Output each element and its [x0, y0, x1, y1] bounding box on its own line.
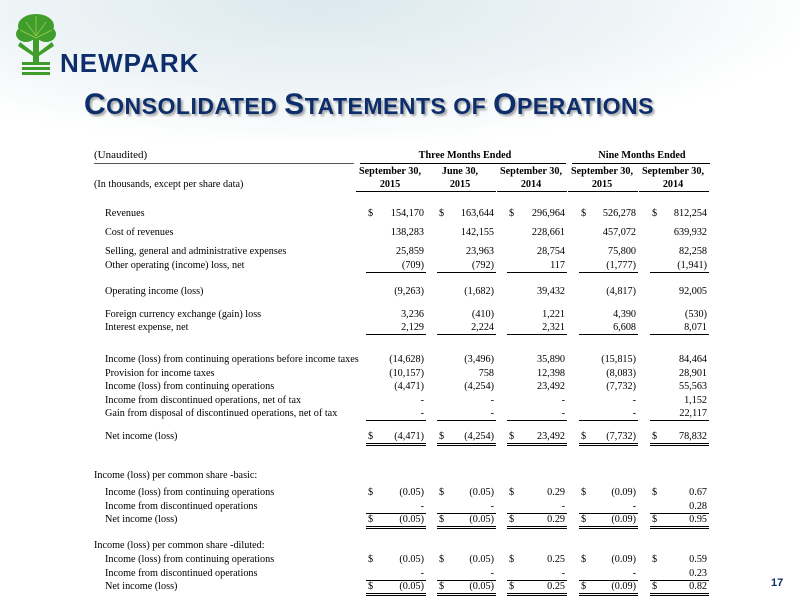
cell-value: 142,155 [460, 227, 494, 238]
total-rule [366, 443, 426, 444]
cell-value: 0.59 [689, 554, 707, 565]
row-label: Provision for income taxes [105, 368, 215, 379]
cell-value: (10,157) [389, 368, 424, 379]
dollar-sign: $ [509, 581, 515, 592]
subtotal-rule [507, 334, 567, 335]
row-label: Net income (loss) [105, 514, 178, 525]
total-rule [507, 443, 567, 444]
total-rule [507, 595, 567, 596]
cell-value: 0.95 [689, 514, 707, 525]
page-number: 17 [771, 577, 784, 589]
total-rule [507, 445, 567, 446]
subtotal-rule [579, 420, 638, 421]
total-rule [366, 595, 426, 596]
cell-value: (709) [401, 260, 424, 271]
cell-value: 0.67 [689, 487, 707, 498]
cell-value: (4,254) [464, 431, 494, 442]
cell-value: - [420, 408, 424, 419]
cell-value: 1,221 [542, 309, 565, 320]
unaudited-label: (Unaudited) [94, 149, 148, 161]
cell-value: 296,964 [531, 208, 565, 219]
cell-value: (0.05) [399, 554, 424, 565]
total-rule [437, 526, 496, 527]
row-label: Income (loss) per common share -diluted: [94, 540, 265, 551]
cell-value: - [420, 568, 424, 579]
dollar-sign: $ [439, 514, 445, 525]
cell-value: - [632, 568, 636, 579]
dollar-sign: $ [652, 208, 658, 219]
total-rule [650, 528, 709, 529]
subtotal-rule [366, 272, 426, 273]
column-year: 2015 [379, 179, 401, 190]
cell-value: 639,932 [673, 227, 707, 238]
subtotal-rule [366, 334, 426, 335]
cell-value: - [561, 395, 565, 406]
cell-value: (1,682) [464, 286, 494, 297]
total-rule [507, 526, 567, 527]
cell-value: (0.05) [399, 514, 424, 525]
subtotal-rule [650, 420, 709, 421]
dollar-sign: $ [581, 514, 587, 525]
subtotal-rule [437, 420, 496, 421]
title-initial: O [493, 88, 517, 121]
dollar-sign: $ [652, 554, 658, 565]
cell-value: 0.25 [547, 581, 565, 592]
row-label: Revenues [105, 208, 145, 219]
cell-value: (0.05) [399, 581, 424, 592]
cell-value: 0.23 [689, 568, 707, 579]
cell-value: (0.05) [469, 554, 494, 565]
row-label: Selling, general and administrative expenses [105, 246, 287, 257]
title-part: TATEMENTS OF [304, 93, 494, 119]
cell-value: (4,817) [606, 286, 636, 297]
cell-value: 23,492 [536, 381, 565, 392]
cell-value: 163,644 [460, 208, 494, 219]
row-label: Income (loss) per common share -basic: [94, 470, 258, 481]
cell-value: - [561, 568, 565, 579]
dollar-sign: $ [368, 581, 374, 592]
total-rule [650, 593, 709, 594]
cell-value: 758 [478, 368, 494, 379]
title-part: PERATIONS [516, 93, 654, 119]
dollar-sign: $ [439, 487, 445, 498]
dollar-sign: $ [439, 554, 445, 565]
column-year: 2015 [449, 179, 471, 190]
cell-value: - [490, 395, 494, 406]
row-label: Income from discontinued operations [105, 568, 258, 579]
title-part: ONSOLIDATED [106, 93, 285, 119]
cell-value: 28,901 [678, 368, 707, 379]
row-label: Net income (loss) [105, 581, 178, 592]
total-rule [437, 595, 496, 596]
subtotal-rule [579, 334, 638, 335]
cell-value: 0.29 [547, 487, 565, 498]
cell-value: 23,492 [536, 431, 565, 442]
cell-value: (4,471) [394, 381, 424, 392]
cell-value: 0.28 [689, 501, 707, 512]
cell-value: (0.09) [611, 514, 636, 525]
cell-value: (530) [684, 309, 707, 320]
nine-months-header: Nine Months Ended [598, 150, 686, 161]
total-rule [579, 526, 638, 527]
dollar-sign: $ [652, 487, 658, 498]
dollar-sign: $ [652, 431, 658, 442]
cell-value: (7,732) [606, 431, 636, 442]
cell-value: 0.25 [547, 554, 565, 565]
title-initial: C [84, 88, 107, 121]
units-note: (In thousands, except per share data) [94, 179, 244, 190]
dollar-sign: $ [368, 554, 374, 565]
subtotal-rule [650, 334, 709, 335]
total-rule [366, 445, 426, 446]
cell-value: 457,072 [602, 227, 636, 238]
column-header-rule [426, 191, 496, 192]
header-rule [94, 163, 354, 164]
dollar-sign: $ [581, 487, 587, 498]
cell-value: 28,754 [536, 246, 565, 257]
column-header-rule [497, 191, 567, 192]
cell-value: (4,254) [464, 381, 494, 392]
cell-value: 2,224 [471, 322, 494, 333]
cell-value: 82,258 [678, 246, 707, 257]
cell-value: 228,661 [531, 227, 565, 238]
cell-value: (1,777) [606, 260, 636, 271]
cell-value: 75,800 [607, 246, 636, 257]
cell-value: (0.05) [399, 487, 424, 498]
subtotal-rule [579, 272, 638, 273]
total-rule [650, 443, 709, 444]
total-rule [579, 443, 638, 444]
dollar-sign: $ [652, 514, 658, 525]
row-label: Income from discontinued operations [105, 501, 258, 512]
column-year: 2014 [520, 179, 542, 190]
cell-value: (14,628) [389, 354, 424, 365]
dollar-sign: $ [509, 514, 515, 525]
header-rule [572, 163, 710, 164]
cell-value: - [420, 501, 424, 512]
cell-value: 117 [550, 260, 565, 271]
cell-value: 8,071 [684, 322, 707, 333]
cell-value: (3,496) [464, 354, 494, 365]
total-rule [579, 595, 638, 596]
title-initial: S [284, 88, 305, 121]
company-name: NEWPARK [60, 48, 200, 78]
dollar-sign: $ [581, 554, 587, 565]
row-label: Cost of revenues [105, 227, 174, 238]
subtotal-rule [507, 272, 567, 273]
total-rule [366, 593, 426, 594]
row-label: Income (loss) from continuing operations before income taxes [105, 354, 359, 365]
cell-value: 0.82 [689, 581, 707, 592]
cell-value: 138,283 [390, 227, 424, 238]
column-header-rule [568, 191, 638, 192]
total-rule [507, 528, 567, 529]
cell-value: 84,464 [678, 354, 707, 365]
column-date: June 30, [441, 166, 479, 177]
cell-value: - [490, 408, 494, 419]
row-label: Income from discontinued operations, net of tax [105, 395, 302, 406]
cell-value: (1,941) [677, 260, 707, 271]
dollar-sign: $ [368, 514, 374, 525]
total-rule [579, 528, 638, 529]
dollar-sign: $ [368, 487, 374, 498]
total-rule [437, 528, 496, 529]
column-year: 2015 [591, 179, 613, 190]
cell-value: (792) [471, 260, 494, 271]
column-date: September 30, [358, 166, 422, 177]
total-rule [437, 445, 496, 446]
cell-value: 1,152 [684, 395, 707, 406]
cell-value: 23,963 [465, 246, 494, 257]
cell-value: 154,170 [390, 208, 424, 219]
cell-value: 2,129 [401, 322, 424, 333]
cell-value: (410) [471, 309, 494, 320]
total-rule [579, 593, 638, 594]
row-label: Income (loss) from continuing operations [105, 554, 275, 565]
cell-value: (0.09) [611, 487, 636, 498]
total-rule [437, 593, 496, 594]
cell-value: 39,432 [536, 286, 565, 297]
row-label: Interest expense, net [105, 322, 189, 333]
row-label: Net income (loss) [105, 431, 178, 442]
cell-value: 78,832 [678, 431, 707, 442]
cell-value: 12,398 [536, 368, 565, 379]
subtotal-rule [507, 420, 567, 421]
cell-value: - [420, 395, 424, 406]
cell-value: (0.05) [469, 514, 494, 525]
cell-value: (0.09) [611, 581, 636, 592]
cell-value: 0.29 [547, 514, 565, 525]
cell-value: 6,608 [613, 322, 636, 333]
cell-value: (0.05) [469, 581, 494, 592]
cell-value: 2,321 [542, 322, 565, 333]
column-header-rule [639, 191, 709, 192]
header-rule [360, 163, 566, 164]
cell-value: 22,117 [679, 408, 707, 419]
total-rule [579, 445, 638, 446]
total-rule [366, 528, 426, 529]
subtotal-rule [437, 272, 496, 273]
cell-value: (0.05) [469, 487, 494, 498]
cell-value: - [490, 501, 494, 512]
total-rule [437, 443, 496, 444]
subtotal-rule [366, 420, 426, 421]
cell-value: - [561, 408, 565, 419]
total-rule [507, 593, 567, 594]
row-label: Gain from disposal of discontinued operations, net of tax [105, 408, 338, 419]
cell-value: - [490, 568, 494, 579]
dollar-sign: $ [509, 431, 515, 442]
cell-value: 92,005 [678, 286, 707, 297]
subtotal-rule [650, 272, 709, 273]
total-rule [650, 526, 709, 527]
cell-value: (15,815) [601, 354, 636, 365]
cell-value: - [561, 501, 565, 512]
cell-value: (4,471) [394, 431, 424, 442]
cell-value: 55,563 [678, 381, 707, 392]
subtotal-rule [437, 334, 496, 335]
row-label: Foreign currency exchange (gain) loss [105, 309, 262, 320]
dollar-sign: $ [581, 431, 587, 442]
column-date: September 30, [641, 166, 705, 177]
cell-value: - [632, 501, 636, 512]
cell-value: 25,859 [395, 246, 424, 257]
row-label: Income (loss) from continuing operations [105, 381, 275, 392]
cell-value: 526,278 [602, 208, 636, 219]
dollar-sign: $ [368, 431, 374, 442]
total-rule [650, 595, 709, 596]
cell-value: (9,263) [394, 286, 424, 297]
dollar-sign: $ [581, 581, 587, 592]
dollar-sign: $ [368, 208, 374, 219]
dollar-sign: $ [509, 208, 515, 219]
row-label: Other operating (income) loss, net [105, 260, 245, 271]
dollar-sign: $ [509, 554, 515, 565]
column-date: September 30, [570, 166, 634, 177]
dollar-sign: $ [439, 431, 445, 442]
total-rule [650, 445, 709, 446]
dollar-sign: $ [509, 487, 515, 498]
column-date: September 30, [499, 166, 563, 177]
dollar-sign: $ [652, 581, 658, 592]
cell-value: (8,083) [606, 368, 636, 379]
total-rule [366, 526, 426, 527]
cell-value: 4,390 [613, 309, 636, 320]
cell-value: (0.09) [611, 554, 636, 565]
three-months-header: Three Months Ended [418, 150, 512, 161]
dollar-sign: $ [581, 208, 587, 219]
row-label: Operating income (loss) [105, 286, 204, 297]
row-label: Income (loss) from continuing operations [105, 487, 275, 498]
cell-value: 3,236 [401, 309, 424, 320]
column-header-rule [356, 191, 426, 192]
dollar-sign: $ [439, 581, 445, 592]
cell-value: 35,890 [536, 354, 565, 365]
column-year: 2014 [662, 179, 684, 190]
cell-value: (7,732) [606, 381, 636, 392]
cell-value: - [632, 395, 636, 406]
cell-value: 812,254 [673, 208, 707, 219]
cell-value: - [632, 408, 636, 419]
dollar-sign: $ [439, 208, 445, 219]
